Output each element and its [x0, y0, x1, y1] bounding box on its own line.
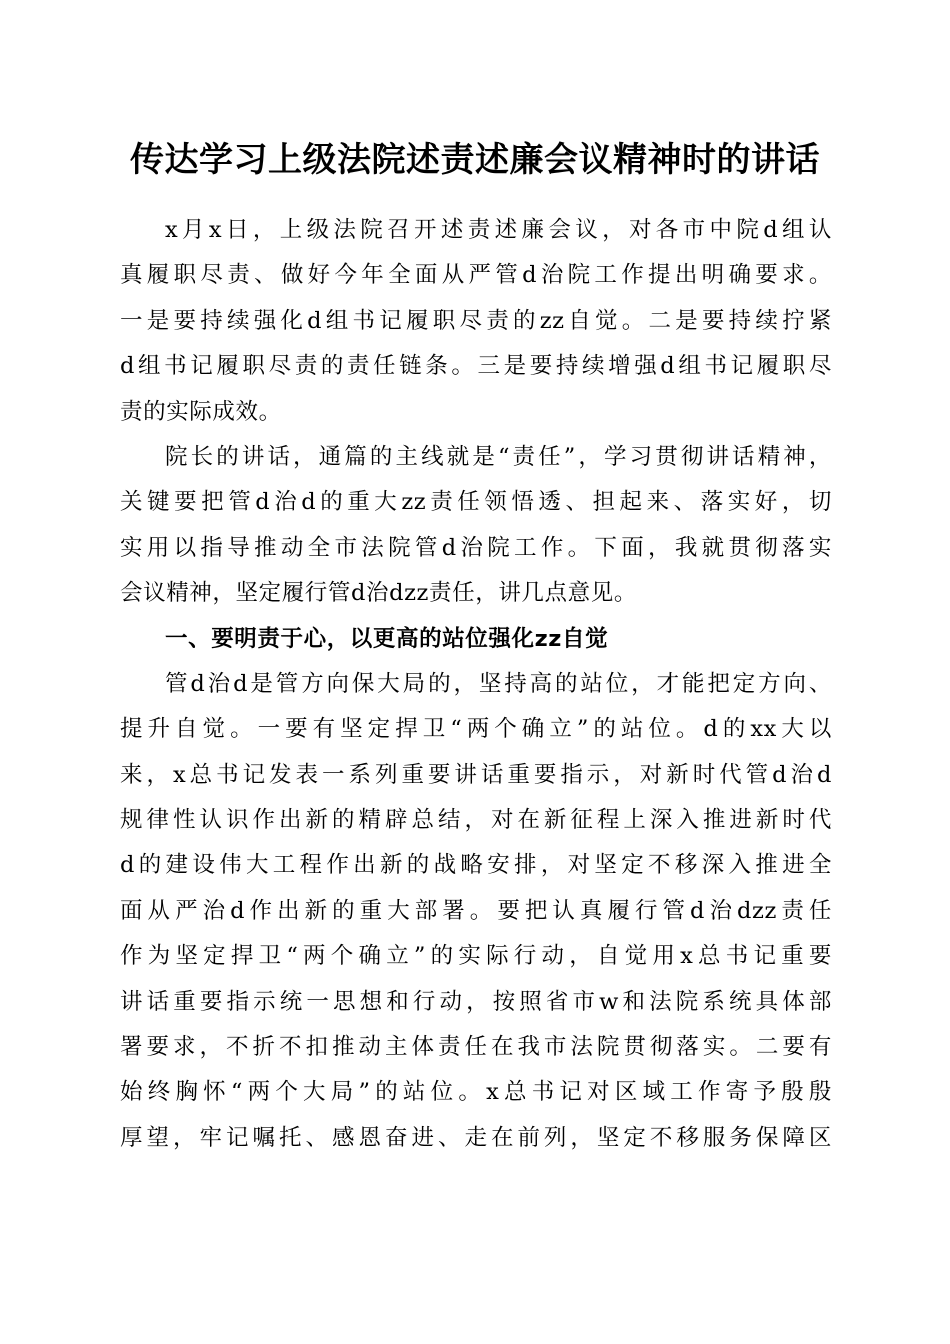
paragraph-line: 面从严治d作出新的重大部署。要把认真履行管d治dzz责任 [120, 897, 832, 924]
paragraph-line: 规律性认识作出新的精辟总结，对在新征程上深入推进新时代 [120, 807, 832, 834]
paragraph-line: 厚望，牢记嘱托、感恩奋进、走在前列，坚定不移服务保障区 [120, 1124, 832, 1151]
paragraph-line: 署要求，不折不扣推动主体责任在我市法院贯彻落实。二要有 [120, 1034, 832, 1061]
paragraph-line: 始终胸怀“两个大局”的站位。x总书记对区域工作寄予殷殷 [120, 1079, 832, 1106]
paragraph-line: 作为坚定捍卫“两个确立”的实际行动，自觉用x总书记重要 [120, 943, 832, 970]
paragraph-line: 管d治d是管方向保大局的，坚持高的站位，才能把定方向、 [165, 670, 832, 697]
paragraph-line: d的建设伟大工程作出新的战略安排，对坚定不移深入推进全 [120, 852, 832, 879]
paragraph-line: 会议精神，坚定履行管d治dzz责任，讲几点意见。 [120, 580, 637, 607]
paragraph-line: 责的实际成效。 [120, 398, 282, 425]
paragraph-line: 提升自觉。一要有坚定捍卫“两个确立”的站位。d的xx大以 [120, 716, 832, 743]
paragraph-line: 讲话重要指示统一思想和行动，按照省市w和法院系统具体部 [120, 988, 832, 1015]
document-title: 传达学习上级法院述责述廉会议精神时的讲话 [130, 140, 820, 180]
paragraph-line: 关键要把管d治d的重大zz责任领悟透、担起来、落实好，切 [120, 489, 832, 516]
paragraph-line: 一是要持续强化d组书记履职尽责的zz自觉。二是要持续拧紧 [120, 307, 832, 334]
paragraph-line: 真履职尽责、做好今年全面从严管d治院工作提出明确要求。 [120, 262, 832, 289]
document-body [120, 208, 832, 1161]
paragraph-line: 来，x总书记发表一系列重要讲话重要指示，对新时代管d治d [120, 761, 832, 788]
paragraph-line: x月x日，上级法院召开述责述廉会议，对各市中院d组认 [165, 217, 832, 243]
paragraph-line: d组书记履职尽责的责任链条。三是要持续增强d组书记履职尽 [120, 353, 832, 380]
paragraph-line: 实用以指导推动全市法院管d治院工作。下面，我就贯彻落实 [120, 534, 832, 561]
paragraph-line: 院长的讲话，通篇的主线就是“责任”，学习贯彻讲话精神， [165, 443, 832, 470]
section-heading: 一、要明责于心，以更高的站位强化zz自觉 [165, 625, 609, 652]
